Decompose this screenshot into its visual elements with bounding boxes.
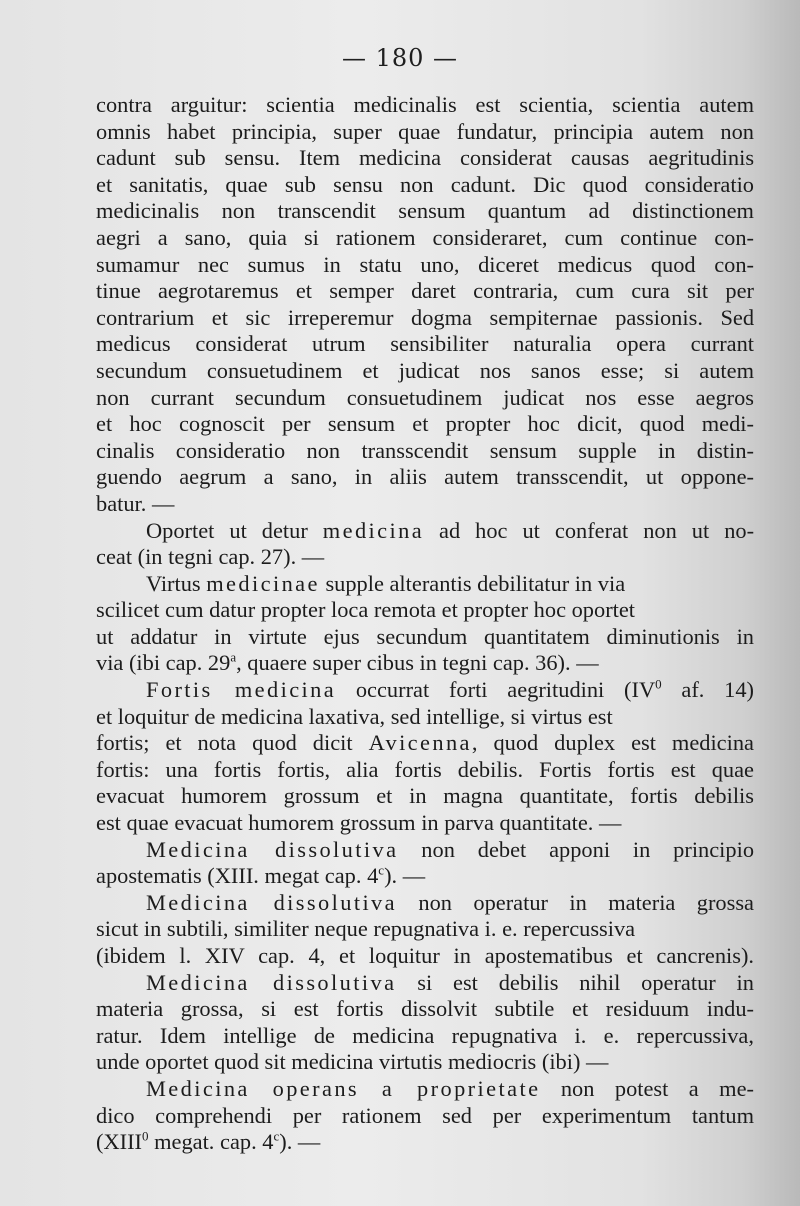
text-run: af. 14) (661, 677, 755, 703)
text-line: tinue aegrotaremus et semper daret contraria, cum cura sit per (96, 278, 754, 304)
superscript: 0 (655, 676, 662, 692)
text-line (96, 1076, 754, 1103)
text-line: fortis: una fortis fortis, alia fortis debilis. Fortis fortis est quae (96, 756, 754, 782)
text-line: sicut in subtili, similiter neque repugnativa i. e. repercussiva (96, 916, 636, 942)
text-line (96, 970, 754, 997)
spaced-term: Medicina dissolutiva (146, 889, 397, 915)
text-run: Oportet ut detur (146, 517, 323, 543)
spaced-term: Fortis medicina (146, 677, 337, 703)
text-run: non potest a me- (540, 1075, 754, 1101)
text-run: (XIII (96, 1129, 142, 1155)
text-line: (ibidem l. XIV cap. 4, et loquitur in apostematibus et cancrenis). (96, 943, 755, 968)
text-line: est quae evacuat humorem grossum in parva quantitate. — (96, 810, 622, 836)
text-run: non debet apponi in principio (398, 836, 755, 862)
body-text (96, 92, 754, 1156)
superscript: c (273, 1128, 280, 1144)
text-run: ). — (384, 863, 426, 889)
text-line: contrarium et sic irreperemur dogma sempiternae passionis. Sed (96, 304, 755, 330)
text-line: ratur. Idem intellige de medicina repugnativa i. e. repercussiva, (96, 1022, 754, 1048)
text-run: via (ibi cap. 29 (96, 650, 231, 676)
text-run: non operatur in materia grossa (397, 889, 754, 915)
text-run: , quod duplex est medicina (471, 730, 754, 756)
text-run: supple alterantis debilitatur in via (319, 570, 626, 596)
text-line: cinalis consideratio non transscendit sensum supple in distin- (96, 437, 754, 463)
text-line: contra arguitur: scientia medicinalis est scientia, scientia autem (96, 92, 754, 117)
text-line: materia grossa, si est fortis dissolvit subtile et residuum indu- (96, 996, 755, 1022)
text-run: si est debilis nihil operatur in (396, 969, 754, 995)
text-run: apostematis (XIII. megat cap. 4 (96, 863, 379, 889)
text-run: ad hoc ut conferat non ut no- (424, 517, 755, 543)
text-line (96, 1129, 754, 1156)
text-line (96, 837, 754, 864)
page-number: — 180 — (341, 44, 459, 72)
superscript: a (230, 650, 237, 665)
text-line: ceat (in tegni cap. 27). — (96, 544, 325, 570)
text-line: medicus considerat utrum sensibiliter naturalia opera currant (96, 331, 754, 357)
spaced-term: Avicenna (368, 730, 472, 756)
text-line: cadunt sub sensu. Item medicina considerat causas aegritudinis (96, 145, 755, 171)
text-line: evacuat humorem grossum et in magna quantitate, fortis debilis (96, 783, 754, 809)
text-line: guendo aegrum a sano, in aliis autem transscendit, ut oppone- (96, 464, 754, 490)
text-line: medicinalis non transcendit sensum quantum ad distinctionem (96, 198, 754, 224)
text-line: dico comprehendi per rationem sed per experimentum tantum (96, 1102, 755, 1128)
text-line (96, 571, 754, 598)
text-line: sumamur nec sumus in statu uno, diceret medicus quod con- (96, 251, 754, 277)
text-line (96, 518, 754, 545)
text-line (96, 890, 754, 917)
text-line: secundum consuetudinem et judicat nos sanos esse; si autem (96, 357, 755, 383)
spaced-term: Medicina operans a proprietate (146, 1075, 541, 1101)
spaced-term: medicina (322, 517, 425, 543)
text-line: aegri a sano, quia si rationem consideraret, cum continue con- (96, 224, 754, 250)
superscript: 0 (142, 1128, 149, 1144)
text-run: Virtus (146, 570, 207, 596)
text-run: megat. cap. 4 (148, 1129, 274, 1155)
text-line: omnis habet principia, super quae fundatur, principia autem non (96, 118, 754, 144)
spaced-term: Medicina dissolutiva (146, 969, 397, 995)
spaced-term: medicinae (206, 570, 320, 596)
spaced-term: Medicina dissolutiva (146, 836, 399, 862)
text-line: et sanitatis, quae sub sensu non cadunt. Dic quod consideratio (96, 171, 754, 197)
text-line (96, 863, 754, 890)
text-line: et loquitur de medicina laxativa, sed intellige, si virtus est (96, 703, 613, 729)
text-line: ut addatur in virtute ejus secundum quantitatem diminutionis in (96, 623, 754, 649)
text-run: ). — (279, 1129, 321, 1155)
superscript: c (378, 862, 385, 878)
text-line: unde oportet quod sit medicina virtutis mediocris (ibi) — (96, 1049, 609, 1075)
text-line: et hoc cognoscit per sensum et propter hoc dicit, quod medi- (96, 411, 754, 437)
text-line: batur. — (96, 490, 175, 516)
text-line: non currant secundum consuetudinem judicat nos esse aegros (96, 384, 755, 410)
text-line (96, 730, 754, 757)
text-run: , quaere super cibus in tegni cap. 36). — (236, 650, 599, 676)
text-line (96, 677, 754, 704)
text-run: fortis; et nota quod dicit (96, 730, 369, 756)
text-line (96, 650, 754, 677)
text-line: scilicet cum datur propter loca remota et propter hoc oportet (96, 597, 636, 623)
text-run: occurrat forti aegritudini (IV (336, 677, 656, 703)
